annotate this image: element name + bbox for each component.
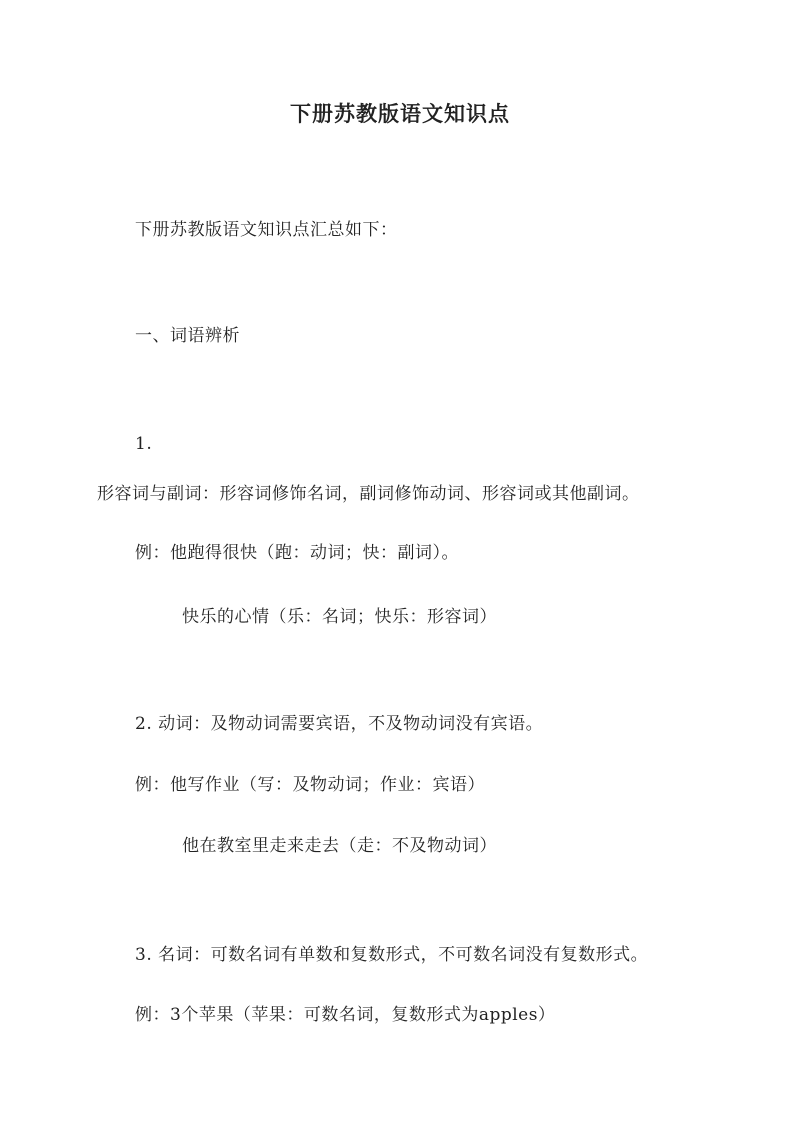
item-2-text: 2. 动词：及物动词需要宾语，不及物动词没有宾语。 xyxy=(135,714,544,734)
item-3-text: 3. 名词：可数名词有单数和复数形式，不可数名词没有复数形式。 xyxy=(135,945,649,965)
item-1-text: 形容词与副词：形容词修饰名词，副词修饰动词、形容词或其他副词。 xyxy=(97,484,640,504)
intro-text: 下册苏教版语文知识点汇总如下： xyxy=(135,220,398,240)
item-3-example: 例：3个苹果（苹果：可数名词，复数形式为apples） xyxy=(135,1005,556,1025)
document-title: 下册苏教版语文知识点 xyxy=(290,101,510,126)
item-1-example-cont: 快乐的心情（乐：名词；快乐：形容词） xyxy=(182,607,497,627)
item-1-example: 例：他跑得很快（跑：动词；快：副词）。 xyxy=(135,543,459,563)
item-1-number: 1. xyxy=(135,434,153,454)
item-2-example-cont: 他在教室里走来走去（走：不及物动词） xyxy=(182,836,497,856)
section-heading: 一、词语辨析 xyxy=(135,326,240,346)
item-2-example: 例：他写作业（写：及物动词；作业：宾语） xyxy=(135,775,485,795)
